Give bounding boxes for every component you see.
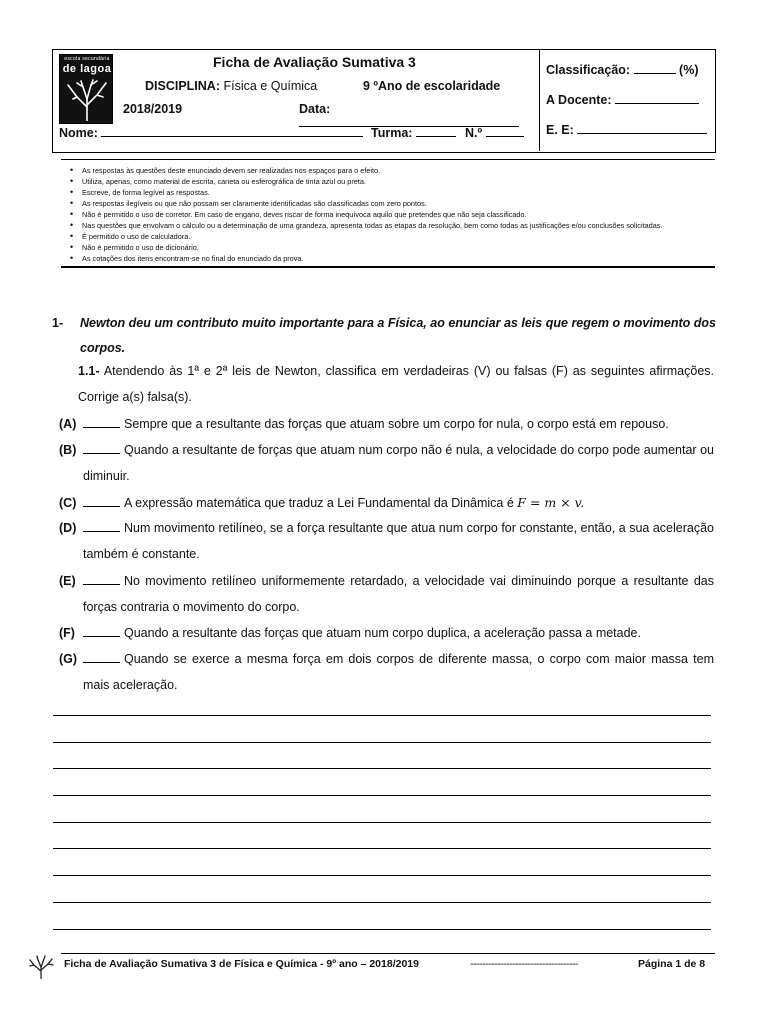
option-text: Quando a resultante das forças que atuam num corpo duplica, a aceleração passa a metade.	[124, 626, 641, 640]
discipline-value: Física e Química	[223, 79, 318, 93]
answer-line[interactable]	[53, 876, 711, 903]
option-letter: (B)	[59, 443, 77, 457]
answer-line[interactable]	[53, 823, 711, 850]
option-letter: (F)	[59, 626, 75, 640]
school-logo	[59, 54, 113, 124]
grade-blank[interactable]	[634, 63, 676, 74]
tree-icon	[65, 77, 109, 121]
number-field[interactable]	[465, 126, 524, 140]
footer-divider	[61, 953, 715, 954]
class-label: Turma:	[371, 126, 413, 140]
number-label: N.º	[465, 126, 483, 140]
answer-lines[interactable]	[53, 713, 711, 930]
answer-line[interactable]	[53, 716, 711, 743]
answer-blank[interactable]	[83, 444, 120, 454]
option-letter: (A)	[59, 417, 77, 431]
option-text: No movimento retilíneo uniformemente retardado, a velocidade vai diminuindo porque a resultante das forças contraria o movimento do corpo.	[83, 574, 714, 614]
instruction-item: • As cotações dos itens encontram-se no final do enunciado da prova.	[67, 253, 711, 264]
header-left-panel	[53, 50, 540, 151]
number-blank[interactable]	[486, 126, 524, 137]
instruction-item: • É permitido o uso de calculadora.	[67, 231, 711, 242]
answer-line[interactable]	[53, 903, 711, 930]
question-1-number: 1-	[52, 316, 64, 330]
grade-unit: (%)	[679, 63, 699, 77]
instruction-item: • Não é permitido o uso de corretor. Em caso de engano, deves riscar de forma inequívoca aquilo que pretendes que não seja classificado.	[67, 209, 711, 220]
date-label: Data:	[299, 102, 331, 116]
page-number: Página 1 de 8	[638, 958, 706, 970]
answer-blank[interactable]	[83, 653, 120, 663]
answer-line[interactable]	[53, 743, 711, 770]
instruction-item: • Nas questões que envolvam o cálculo ou a determinação de uma grandeza, apresenta todas as etapas da resolução, bem como todas as justificações e/ou conclusões solicitadas.	[67, 220, 711, 231]
teacher-label: A Docente:	[546, 93, 612, 107]
discipline-label: DISCIPLINA:	[145, 79, 220, 93]
formula: F = m × v.	[517, 495, 585, 510]
option-text: Num movimento retilíneo, se a força resultante que atua num corpo for constante, então, a sua aceleração também é constante.	[83, 521, 714, 561]
option-letter: (E)	[59, 574, 76, 588]
footer-title: Ficha de Avaliação Sumativa 3 de Física e Química - 9º ano – 2018/2019	[64, 958, 419, 970]
option-letter: (G)	[59, 652, 78, 666]
answer-line[interactable]	[53, 769, 711, 796]
question-1-1-number: 1.1-	[78, 364, 100, 378]
footer-dashes: ------------------------------------	[470, 958, 578, 970]
worksheet-title: Ficha de Avaliação Sumativa 3	[213, 54, 416, 70]
guardian-label: E. E:	[546, 123, 574, 137]
teacher-field[interactable]	[546, 93, 699, 107]
grade-label: Classificação:	[546, 63, 631, 77]
name-label: Nome:	[59, 126, 98, 140]
answer-blank[interactable]	[83, 418, 120, 428]
header-right-panel	[541, 50, 714, 151]
guardian-blank[interactable]	[577, 123, 707, 134]
answer-blank[interactable]	[83, 497, 120, 507]
instruction-item: • Escreve, de forma legível as respostas.	[67, 187, 711, 198]
instruction-item: • As respostas às questões deste enunciado devem ser realizadas nos espaços para o efeito.	[67, 165, 711, 176]
guardian-field[interactable]	[546, 123, 707, 137]
instruction-item: • As respostas ilegíveis ou que não possam ser claramente identificadas são classificadas com zero pontos.	[67, 198, 711, 209]
question-1-text: Newton deu um contributo muito importante para a Física, ao enunciar as leis que regem o movimento dos corpos.	[80, 316, 716, 355]
option-letter: (C)	[59, 496, 77, 510]
header-box	[52, 49, 716, 153]
answer-blank[interactable]	[83, 627, 120, 637]
option-text: Sempre que a resultante das forças que atuam sobre um corpo for nula, o corpo está em repouso.	[124, 417, 669, 431]
instruction-item: • Não é permitido o uso de dicionário.	[67, 242, 711, 253]
name-field[interactable]	[59, 126, 363, 140]
discipline	[145, 79, 317, 93]
answer-blank[interactable]	[83, 575, 120, 585]
grade-level: 9 ºAno de escolaridade	[363, 79, 501, 93]
option-text: Quando a resultante de forças que atuam num corpo não é nula, a velocidade do corpo pode aumentar ou diminuir.	[83, 443, 714, 483]
school-year: 2018/2019	[123, 102, 183, 116]
class-blank[interactable]	[416, 126, 456, 137]
question-1-1-text: Atendendo às 1ª e 2ª leis de Newton, classifica em verdadeiras (V) ou falsas (F) as seguintes afirmações. Corrige a(s) falsa(s).	[78, 364, 714, 404]
instructions-box	[61, 159, 715, 268]
answer-line[interactable]	[53, 849, 711, 876]
option-text: A expressão matemática que traduz a Lei Fundamental da Dinâmica é	[124, 496, 514, 510]
logo-name-text: de lagoa	[62, 63, 112, 75]
answer-line[interactable]	[53, 796, 711, 823]
tree-icon	[27, 955, 55, 979]
instruction-item: • Utiliza, apenas, como material de escrita, caneta ou esferográfica de tinta azul ou preta.	[67, 176, 711, 187]
option-letter: (D)	[59, 521, 77, 535]
logo-school-text: escola secundária	[64, 56, 110, 62]
class-field[interactable]	[371, 126, 456, 140]
name-blank[interactable]	[101, 126, 363, 137]
question-1-1	[78, 358, 714, 410]
grade-field[interactable]	[546, 63, 699, 77]
instructions-list	[67, 165, 711, 264]
option-text: Quando se exerce a mesma força em dois corpos de diferente massa, o corpo com maior massa tem mais aceleração.	[83, 652, 714, 692]
teacher-blank[interactable]	[615, 93, 699, 104]
answer-blank[interactable]	[83, 522, 120, 532]
